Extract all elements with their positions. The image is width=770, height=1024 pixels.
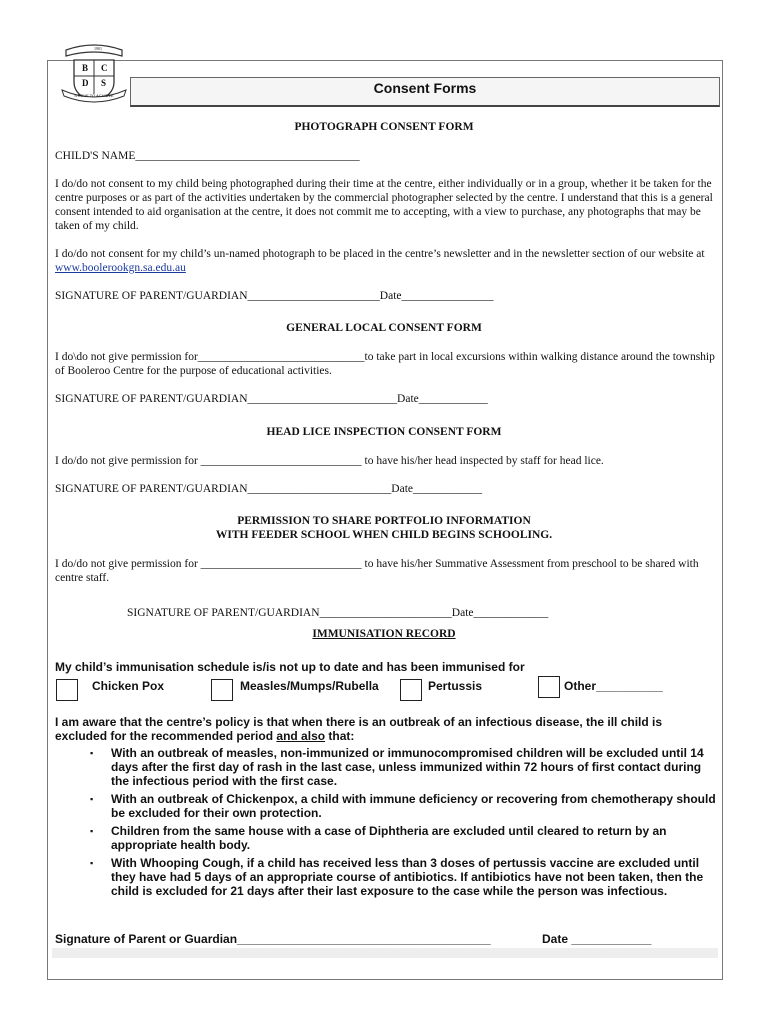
crest-letter-b: B <box>82 63 89 73</box>
bullet-text: With an outbreak of measles, non-immunized or immunocompromised children will be excluded until 14 days after the first day of rash in the last case, unless immunized within 72 hours of first contact during the infectious period with the first case. <box>111 746 704 788</box>
photograph-paragraph-1: I do/do not consent to my child being photographed during their time at the centre, either individually or in a group, whether it be taken for the centre purposes or as part of the activities undertaken by the commercial photographer selected by the centre. I understand that this is a general consent intended to aid organisation at the centre, it does not commit me to accepting, with a view to purchase, any photographs that may be taken of my child. <box>55 178 713 232</box>
list-item <box>90 792 720 820</box>
immunisation-heading <box>47 628 721 640</box>
crest-letter-s: S <box>101 78 107 88</box>
bullet-text: With an outbreak of Chickenpox, a child with immune deficiency or recovering from chemotherapy should be excluded for their own protection. <box>111 792 716 820</box>
list-item <box>90 856 720 898</box>
bullet-icon: ▪ <box>90 858 94 868</box>
bullet-text: Children from the same house with a case of Diphtheria are excluded until cleared to return by an appropriate health body. <box>111 824 667 852</box>
portfolio-heading-line1: PERMISSION TO SHARE PORTFOLIO INFORMATION <box>237 515 531 527</box>
headlice-heading: HEAD LICE INSPECTION CONSENT FORM <box>266 426 502 438</box>
local-paragraph: I do\do not give permission for_____________________________to take part in local excursions within walking distance around the township of Booleroo Centre for the purpose of educational activities. <box>55 351 715 377</box>
policy-start: I am aware that the centre’s policy is that when there is an outbreak of an infectious disease, the ill child is excluded for the recommended period <box>55 715 663 743</box>
final-signature-line[interactable]: Signature of Parent or Guardian______________________________________ <box>55 932 491 946</box>
footer-bar <box>52 948 718 958</box>
chicken-pox-label: Chicken Pox <box>92 679 165 693</box>
local-signature-line[interactable]: SIGNATURE OF PARENT/GUARDIAN__________________________Date____________ <box>55 393 488 405</box>
policy-underlined: and also <box>276 729 326 743</box>
portfolio-paragraph: I do/do not give permission for ____________________________ to have his/her Summative Assessment from preschool to be shared with centre staff. <box>55 558 699 584</box>
local-heading: GENERAL LOCAL CONSENT FORM <box>286 322 482 334</box>
school-crest-icon <box>60 42 128 108</box>
photograph-paragraph-2 <box>55 247 715 275</box>
crest-letter-c: C <box>101 63 108 73</box>
mmr-checkbox[interactable] <box>211 679 233 701</box>
bullet-icon: ▪ <box>90 794 94 804</box>
portfolio-heading-line2: WITH FEEDER SCHOOL WHEN CHILD BEGINS SCHOOLING. <box>215 529 553 541</box>
website-link[interactable]: www.boolerookgn.sa.edu.au <box>55 262 186 274</box>
list-item <box>90 824 720 852</box>
mmr-label: Measles/Mumps/Rubella <box>240 679 379 693</box>
other-checkbox[interactable] <box>538 676 560 698</box>
policy-end: that: <box>328 729 355 743</box>
bullet-icon: ▪ <box>90 826 94 836</box>
bullet-icon: ▪ <box>90 748 94 758</box>
portfolio-signature-line[interactable]: SIGNATURE OF PARENT/GUARDIAN_______________________Date_____________ <box>127 607 549 619</box>
pertussis-label: Pertussis <box>428 679 483 693</box>
immunisation-intro: My child’s immunisation schedule is/is not up to date and has been immunised for <box>55 660 525 674</box>
immunisation-heading-text: IMMUNISATION RECORD <box>312 628 456 640</box>
photograph-signature-line[interactable]: SIGNATURE OF PARENT/GUARDIAN_______________________Date________________ <box>55 290 494 302</box>
crest-banner: STRIVE TO ACHIEVE <box>74 93 114 98</box>
final-date-line[interactable]: Date ____________ <box>542 932 652 946</box>
exclusion-list <box>90 746 720 902</box>
other-label[interactable]: Other__________ <box>564 679 663 693</box>
child-name-field[interactable]: CHILD'S NAME_______________________________________ <box>55 150 360 162</box>
page-title: Consent Forms <box>373 80 477 96</box>
headlice-signature-line[interactable]: SIGNATURE OF PARENT/GUARDIAN_________________________Date____________ <box>55 483 482 495</box>
crest-year: 1901 <box>94 46 102 51</box>
list-item <box>90 746 720 788</box>
pertussis-checkbox[interactable] <box>400 679 422 701</box>
chicken-pox-checkbox[interactable] <box>56 679 78 701</box>
photograph-heading: PHOTOGRAPH CONSENT FORM <box>294 121 474 133</box>
crest-letter-d: D <box>82 78 89 88</box>
bullet-text: With Whooping Cough, if a child has received less than 3 doses of pertussis vaccine are excluded until they have had 5 days of an appropriate course of antibiotics. If antibiotics have not been taken, then the child is excluded for 21 days after their last exposure to the case while the person was infectious. <box>111 856 704 898</box>
headlice-paragraph: I do/do not give permission for ____________________________ to have his/her head inspected by staff for head lice. <box>55 455 604 467</box>
photograph-paragraph-2-text: I do/do not consent for my child’s un-named photograph to be placed in the centre’s newsletter and in the newsletter section of our website at <box>55 248 705 260</box>
policy-statement <box>55 715 715 743</box>
